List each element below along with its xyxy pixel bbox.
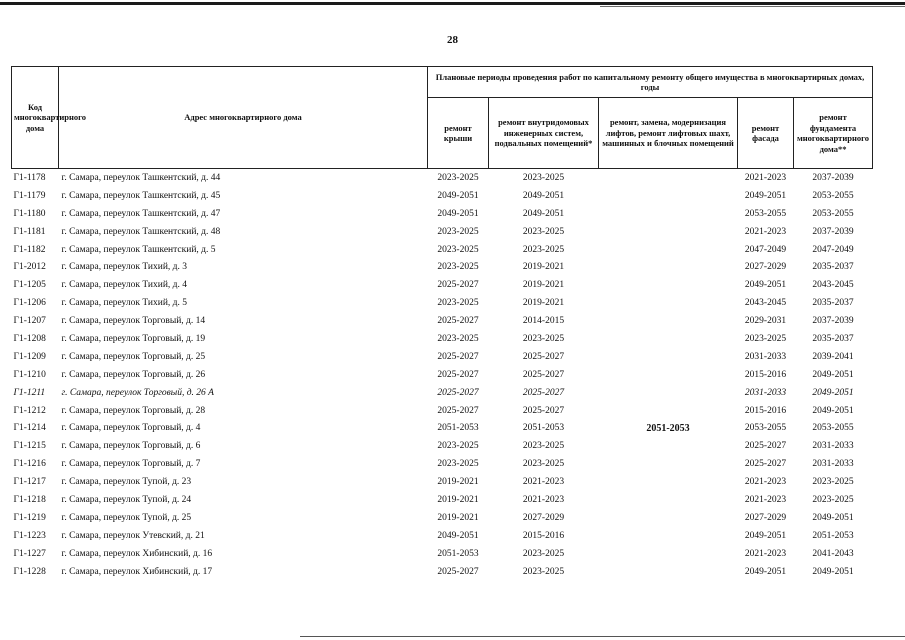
cell-foundation: 2053-2055 — [812, 423, 854, 434]
table-row — [12, 276, 873, 294]
table-row — [12, 258, 873, 276]
cell-lifts — [599, 473, 738, 491]
cell-roof: 2023-2025 — [437, 172, 479, 183]
table-header — [12, 67, 873, 169]
cell-code: Г1-2012 — [13, 262, 46, 273]
cell-code: Г1-1223 — [13, 530, 46, 541]
cell-roof: 2023-2025 — [437, 226, 479, 237]
cell-engineering: 2025-2027 — [522, 351, 565, 362]
cell-foundation: 2049-2051 — [812, 512, 854, 523]
cell-facade: 2025-2027 — [744, 459, 787, 470]
header-lifts: ремонт, замена, модернизация лифтов, ремонт лифтовых шахт, машинных и блочных помещений — [599, 98, 738, 169]
cell-address: г. Самара, переулок Торговый, д. 14 — [61, 316, 206, 327]
table-row — [12, 187, 873, 205]
cell-foundation: 2049-2051 — [812, 566, 854, 577]
table-row — [12, 563, 873, 581]
cell-facade: 2025-2027 — [744, 441, 787, 452]
cell-engineering: 2021-2023 — [522, 494, 565, 505]
cell-address: г. Самара, переулок Торговый, д. 28 — [61, 405, 206, 416]
cell-roof: 2051-2053 — [437, 548, 479, 559]
cell-code: Г1-1205 — [13, 280, 46, 291]
cell-address: г. Самара, переулок Хибинский, д. 16 — [61, 548, 213, 559]
cell-facade: 2021-2023 — [744, 548, 787, 559]
cell-code: Г1-1228 — [13, 566, 46, 577]
cell-engineering: 2027-2029 — [522, 512, 565, 523]
cell-facade: 2043-2045 — [744, 298, 787, 309]
cell-address: г. Самара, переулок Торговый, д. 6 — [61, 441, 201, 452]
cell-roof: 2025-2027 — [437, 405, 479, 416]
cell-roof: 2049-2051 — [437, 208, 479, 219]
cell-lifts — [599, 402, 738, 420]
cell-engineering: 2021-2023 — [522, 477, 565, 488]
cell-address: г. Самара, переулок Тупой, д. 23 — [61, 477, 192, 488]
cell-lifts — [599, 223, 738, 241]
header-foundation: ремонт фундамента многоквартирного дома** — [794, 98, 873, 169]
cell-foundation: 2053-2055 — [812, 208, 854, 219]
cell-facade: 2021-2023 — [744, 494, 787, 505]
cell-facade: 2029-2031 — [744, 316, 787, 327]
cell-facade: 2049-2051 — [744, 566, 787, 577]
table-row — [12, 419, 873, 437]
cell-foundation: 2023-2025 — [812, 477, 854, 488]
cell-address: г. Самара, переулок Ташкентский, д. 47 — [61, 208, 221, 219]
cell-code: Г1-1215 — [13, 441, 46, 452]
table-row — [12, 437, 873, 455]
cell-address: г. Самара, переулок Тихий, д. 3 — [61, 262, 188, 273]
cell-lifts — [599, 330, 738, 348]
repair-schedule-table — [11, 66, 873, 580]
cell-engineering: 2023-2025 — [522, 244, 565, 255]
table-row — [12, 348, 873, 366]
cell-engineering: 2049-2051 — [522, 190, 565, 201]
cell-address: г. Самара, переулок Торговый, д. 26 — [61, 369, 206, 380]
cell-facade: 2015-2016 — [744, 405, 787, 416]
cell-roof: 2025-2027 — [437, 316, 479, 327]
cell-roof: 2025-2027 — [437, 369, 479, 380]
cell-facade: 2053-2055 — [744, 423, 787, 434]
cell-facade: 2047-2049 — [744, 244, 787, 255]
cell-foundation: 2039-2041 — [812, 351, 854, 362]
cell-code: Г1-1207 — [13, 316, 46, 327]
cell-engineering: 2023-2025 — [522, 441, 565, 452]
table-row — [12, 294, 873, 312]
cell-code: Г1-1180 — [13, 208, 46, 219]
cell-roof: 2023-2025 — [437, 333, 479, 344]
cell-code: Г1-1179 — [13, 190, 46, 201]
cell-roof: 2019-2021 — [437, 494, 479, 505]
header-address: Адрес многоквартирного дома — [59, 67, 428, 169]
cell-address: г. Самара, переулок Ташкентский, д. 45 — [61, 190, 221, 201]
cell-facade: 2021-2023 — [744, 477, 787, 488]
cell-engineering: 2019-2021 — [522, 298, 565, 309]
cell-engineering: 2014-2015 — [522, 316, 565, 327]
cell-lifts — [599, 258, 738, 276]
table-row — [12, 312, 873, 330]
cell-foundation: 2031-2033 — [812, 459, 854, 470]
cell-lifts — [599, 491, 738, 509]
cell-code: Г1-1227 — [13, 548, 46, 559]
cell-code: Г1-1212 — [13, 405, 46, 416]
cell-foundation: 2047-2049 — [812, 244, 854, 255]
table-row — [12, 545, 873, 563]
cell-roof: 2025-2027 — [437, 280, 479, 291]
cell-code: Г1-1214 — [13, 423, 46, 434]
cell-code: Г1-1216 — [13, 459, 46, 470]
cell-foundation: 2031-2033 — [812, 441, 854, 452]
top-rule-secondary — [600, 6, 905, 7]
cell-code: Г1-1217 — [13, 477, 46, 488]
cell-engineering: 2023-2025 — [522, 333, 565, 344]
table-row — [12, 491, 873, 509]
table-row — [12, 509, 873, 527]
cell-code: Г1-1210 — [13, 369, 46, 380]
cell-engineering: 2025-2027 — [522, 405, 565, 416]
cell-roof: 2049-2051 — [437, 530, 479, 541]
bottom-rule — [300, 636, 905, 637]
header-periods-title: Плановые периоды проведения работ по капитальному ремонту общего имущества в многоквартирных домах, годы — [428, 67, 873, 98]
cell-foundation: 2035-2037 — [812, 333, 854, 344]
cell-foundation: 2049-2051 — [812, 387, 854, 398]
cell-roof: 2023-2025 — [437, 262, 479, 273]
cell-roof: 2023-2025 — [437, 244, 479, 255]
cell-foundation: 2049-2051 — [812, 369, 854, 380]
cell-facade: 2031-2033 — [744, 351, 787, 362]
cell-address: г. Самара, переулок Торговый, д. 25 — [61, 351, 206, 362]
cell-foundation: 2035-2037 — [812, 298, 854, 309]
cell-address: г. Самара, переулок Тихий, д. 4 — [61, 280, 188, 291]
cell-address: г. Самара, переулок Утевский, д. 21 — [61, 530, 205, 541]
cell-address: г. Самара, переулок Торговый, д. 26 А — [61, 387, 214, 398]
cell-code: Г1-1178 — [13, 172, 46, 183]
cell-roof: 2025-2027 — [437, 566, 479, 577]
cell-facade: 2031-2033 — [744, 387, 787, 398]
cell-lifts — [599, 348, 738, 366]
cell-code: Г1-1206 — [13, 298, 46, 309]
cell-facade: 2027-2029 — [744, 512, 787, 523]
table-row — [12, 455, 873, 473]
table-row — [12, 473, 873, 491]
cell-address: г. Самара, переулок Ташкентский, д. 44 — [61, 172, 221, 183]
cell-engineering: 2025-2027 — [522, 369, 565, 380]
cell-address: г. Самара, переулок Тупой, д. 24 — [61, 494, 192, 505]
header-roof: ремонт крыши — [428, 98, 489, 169]
cell-facade: 2021-2023 — [744, 226, 787, 237]
cell-address: г. Самара, переулок Ташкентский, д. 5 — [61, 244, 216, 255]
cell-facade: 2049-2051 — [744, 280, 787, 291]
cell-lifts — [599, 455, 738, 473]
cell-facade: 2021-2023 — [744, 172, 787, 183]
cell-code: Г1-1219 — [13, 512, 46, 523]
cell-roof: 2023-2025 — [437, 441, 479, 452]
header-code: Код многоквартирного дома — [12, 67, 59, 169]
cell-roof: 2023-2025 — [437, 459, 479, 470]
table-row — [12, 384, 873, 402]
cell-address: г. Самара, переулок Тупой, д. 25 — [61, 512, 192, 523]
cell-lifts: 2051-2053 — [646, 422, 690, 434]
cell-facade: 2049-2051 — [744, 530, 787, 541]
cell-lifts — [599, 187, 738, 205]
cell-engineering: 2049-2051 — [522, 208, 565, 219]
cell-roof: 2049-2051 — [437, 190, 479, 201]
table-row — [12, 527, 873, 545]
cell-roof: 2019-2021 — [437, 477, 479, 488]
cell-foundation: 2049-2051 — [812, 405, 854, 416]
cell-facade: 2027-2029 — [744, 262, 787, 273]
cell-roof: 2025-2027 — [437, 351, 479, 362]
cell-lifts — [599, 527, 738, 545]
cell-address: г. Самара, переулок Торговый, д. 4 — [61, 423, 201, 434]
cell-foundation: 2041-2043 — [812, 548, 854, 559]
cell-lifts — [599, 276, 738, 294]
cell-lifts — [599, 384, 738, 402]
cell-engineering: 2023-2025 — [522, 172, 565, 183]
cell-foundation: 2023-2025 — [812, 494, 854, 505]
table-body — [12, 169, 873, 581]
cell-engineering: 2023-2025 — [522, 548, 565, 559]
table-row — [12, 241, 873, 259]
cell-address: г. Самара, переулок Тихий, д. 5 — [61, 298, 188, 309]
page-number: 28 — [447, 34, 458, 46]
cell-address: г. Самара, переулок Торговый, д. 19 — [61, 333, 206, 344]
cell-lifts — [599, 169, 738, 187]
cell-engineering: 2025-2027 — [522, 387, 565, 398]
cell-roof: 2023-2025 — [437, 298, 479, 309]
cell-lifts — [599, 366, 738, 384]
cell-foundation: 2037-2039 — [812, 316, 854, 327]
table-row — [12, 205, 873, 223]
cell-lifts — [599, 509, 738, 527]
cell-code: Г1-1182 — [13, 244, 46, 255]
table-row — [12, 402, 873, 420]
cell-roof: 2025-2027 — [437, 387, 479, 398]
cell-lifts — [599, 205, 738, 223]
cell-lifts — [599, 545, 738, 563]
cell-engineering: 2019-2021 — [522, 280, 565, 291]
cell-engineering: 2023-2025 — [522, 226, 565, 237]
cell-code: Г1-1208 — [13, 333, 46, 344]
cell-foundation: 2043-2045 — [812, 280, 854, 291]
cell-roof: 2019-2021 — [437, 512, 479, 523]
cell-facade: 2053-2055 — [744, 208, 787, 219]
cell-foundation: 2053-2055 — [812, 190, 854, 201]
top-rule — [0, 2, 905, 5]
cell-foundation: 2035-2037 — [812, 262, 854, 273]
cell-engineering: 2051-2053 — [522, 423, 565, 434]
cell-lifts — [599, 437, 738, 455]
cell-engineering: 2015-2016 — [522, 530, 565, 541]
cell-address: г. Самара, переулок Хибинский, д. 17 — [61, 566, 213, 577]
cell-engineering: 2023-2025 — [522, 566, 565, 577]
table-row — [12, 366, 873, 384]
cell-engineering: 2023-2025 — [522, 459, 565, 470]
cell-roof: 2051-2053 — [437, 423, 479, 434]
cell-engineering: 2019-2021 — [522, 262, 565, 273]
table-row — [12, 223, 873, 241]
cell-code: Г1-1218 — [13, 494, 46, 505]
cell-foundation: 2037-2039 — [812, 172, 854, 183]
cell-lifts — [599, 241, 738, 259]
cell-lifts — [599, 563, 738, 581]
cell-facade: 2015-2016 — [744, 369, 787, 380]
cell-lifts — [599, 312, 738, 330]
header-facade: ремонт фасада — [738, 98, 794, 169]
table-row — [12, 169, 873, 187]
cell-code: Г1-1211 — [13, 387, 46, 398]
cell-code: Г1-1181 — [13, 226, 46, 237]
cell-facade: 2049-2051 — [744, 190, 787, 201]
cell-lifts — [599, 294, 738, 312]
header-engineering: ремонт внутридомовых инженерных систем, подвальных помещений* — [489, 98, 599, 169]
cell-address: г. Самара, переулок Ташкентский, д. 48 — [61, 226, 221, 237]
cell-foundation: 2051-2053 — [812, 530, 854, 541]
cell-foundation: 2037-2039 — [812, 226, 854, 237]
table-row — [12, 330, 873, 348]
cell-facade: 2023-2025 — [744, 333, 787, 344]
cell-address: г. Самара, переулок Торговый, д. 7 — [61, 459, 201, 470]
cell-code: Г1-1209 — [13, 351, 46, 362]
